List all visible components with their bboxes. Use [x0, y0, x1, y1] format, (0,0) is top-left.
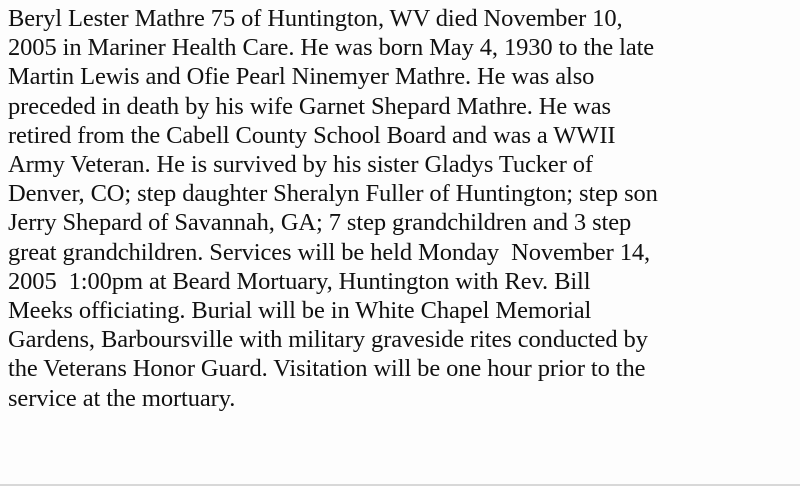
text-line: great grandchildren. Services will be held Monday November 14, — [8, 238, 651, 266]
text-line: Meeks officiating. Burial will be in White Chapel Memorial — [8, 297, 592, 325]
text-line: Beryl Lester Mathre 75 of Huntington, WV died November 10, — [8, 5, 623, 32]
text-line: Army Veteran. He is survived by his sister Gladys Tucker of — [8, 151, 593, 179]
obituary-text — [8, 4, 798, 413]
text-line: Denver, CO; step daughter Sheralyn Fuller of Huntington; step son — [8, 180, 658, 208]
text-line: Martin Lewis and Ofie Pearl Ninemyer Mathre. He was also — [8, 63, 595, 91]
text-line: preceded in death by his wife Garnet Shepard Mathre. He was — [8, 92, 611, 120]
text-line: the Veterans Honor Guard. Visitation will be one hour prior to the — [8, 355, 646, 383]
text-line: Gardens, Barboursville with military graveside rites conducted by — [8, 326, 648, 354]
text-line: 2005 in Mariner Health Care. He was born May 4, 1930 to the late — [8, 34, 655, 62]
text-line: service at the mortuary. — [8, 384, 236, 412]
text-line: retired from the Cabell County School Board and was a WWII — [8, 121, 616, 149]
text-line: Jerry Shepard of Savannah, GA; 7 step grandchildren and 3 step — [8, 209, 632, 237]
text-line: 2005 1:00pm at Beard Mortuary, Huntington with Rev. Bill — [8, 267, 591, 295]
